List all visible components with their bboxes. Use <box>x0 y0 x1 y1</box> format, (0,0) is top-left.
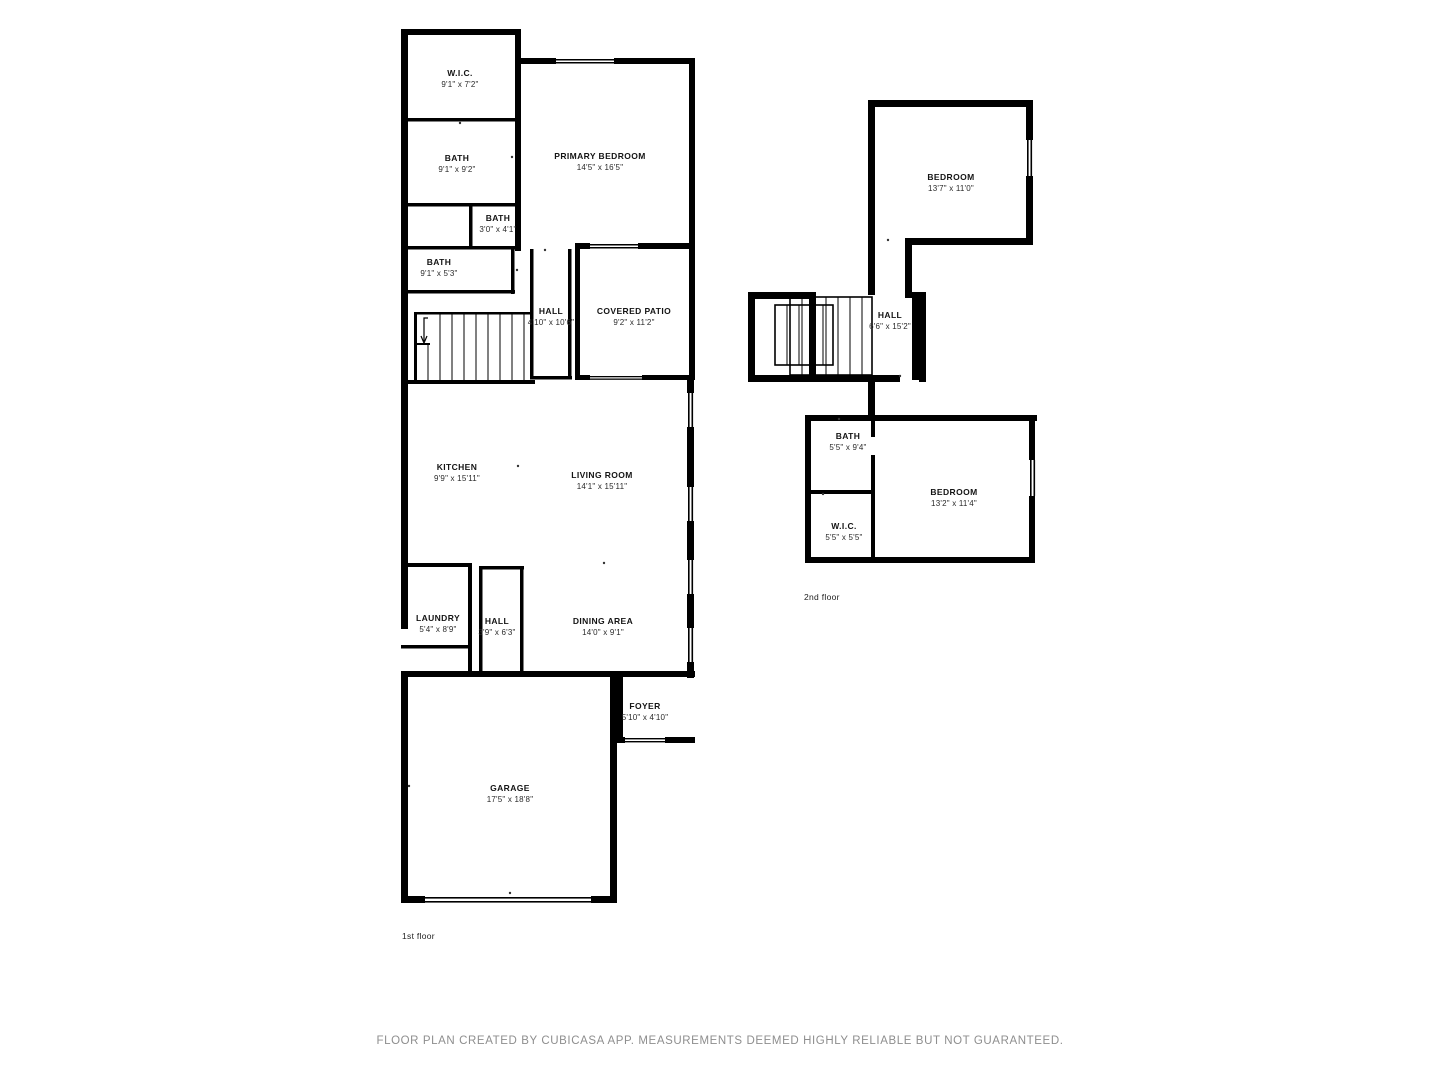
room-dimensions: 17'5" x 18'8" <box>486 794 534 804</box>
room-dimensions: 9'1" x 9'2" <box>438 164 476 174</box>
room-dimensions: 5'4" x 8'9" <box>419 624 457 634</box>
room-dimensions: 9'1" x 7'2" <box>441 79 479 89</box>
room-name: HALL <box>877 310 903 321</box>
first-floor-walls <box>401 29 695 903</box>
second-floor-walls <box>748 100 1037 563</box>
room-dimensions: 3'9" x 6'3" <box>478 627 516 637</box>
room-name: BATH <box>485 213 511 224</box>
room-name: HALL <box>538 306 564 317</box>
floor-caption-second: 2nd floor <box>804 592 840 602</box>
room-name: FOYER <box>629 701 661 712</box>
room-dimensions: 9'1" x 5'3" <box>420 268 458 278</box>
room-dimensions: 14'0" x 9'1" <box>582 627 624 637</box>
room-name: BATH <box>835 431 861 442</box>
room-name: BATH <box>444 153 470 164</box>
room-dimensions: 4'10" x 10'6" <box>527 317 575 327</box>
room-dimensions: 14'1" x 15'11" <box>576 481 628 491</box>
room-dimensions: 5'10" x 4'10" <box>621 712 669 722</box>
room-dimensions: 5'5" x 9'4" <box>829 442 867 452</box>
room-dimensions: 13'7" x 11'0" <box>928 183 974 193</box>
room-name: GARAGE <box>490 783 530 794</box>
room-name: LAUNDRY <box>415 613 461 624</box>
room-name: W.I.C. <box>831 521 857 532</box>
room-name: DINING AREA <box>572 616 634 627</box>
room-name: BEDROOM <box>930 487 978 498</box>
room-dimensions: 3'0" x 4'1" <box>479 224 517 234</box>
room-name: W.I.C. <box>447 68 473 79</box>
room-dimensions: 13'2" x 11'4" <box>931 498 977 508</box>
room-name: BEDROOM <box>927 172 975 183</box>
room-name: PRIMARY BEDROOM <box>554 151 646 162</box>
disclaimer-text: FLOOR PLAN CREATED BY CUBICASA APP. MEASUREMENTS DEEMED HIGHLY RELIABLE BUT NOT GUARANTEED. <box>376 1035 1064 1047</box>
room-name: BATH <box>426 257 452 268</box>
room-dimensions: 9'9" x 15'11" <box>434 473 480 483</box>
room-name: KITCHEN <box>436 462 478 473</box>
room-name: LIVING ROOM <box>571 470 633 481</box>
room-dimensions: 5'5" x 5'5" <box>825 532 863 542</box>
room-dimensions: 9'2" x 11'2" <box>613 317 655 327</box>
floor-caption-first: 1st floor <box>402 931 435 941</box>
room-dimensions: 6'6" x 15'2" <box>869 321 911 331</box>
room-dimensions: 14'5" x 16'5" <box>576 162 624 172</box>
room-name: HALL <box>484 616 510 627</box>
room-name: COVERED PATIO <box>596 306 672 317</box>
